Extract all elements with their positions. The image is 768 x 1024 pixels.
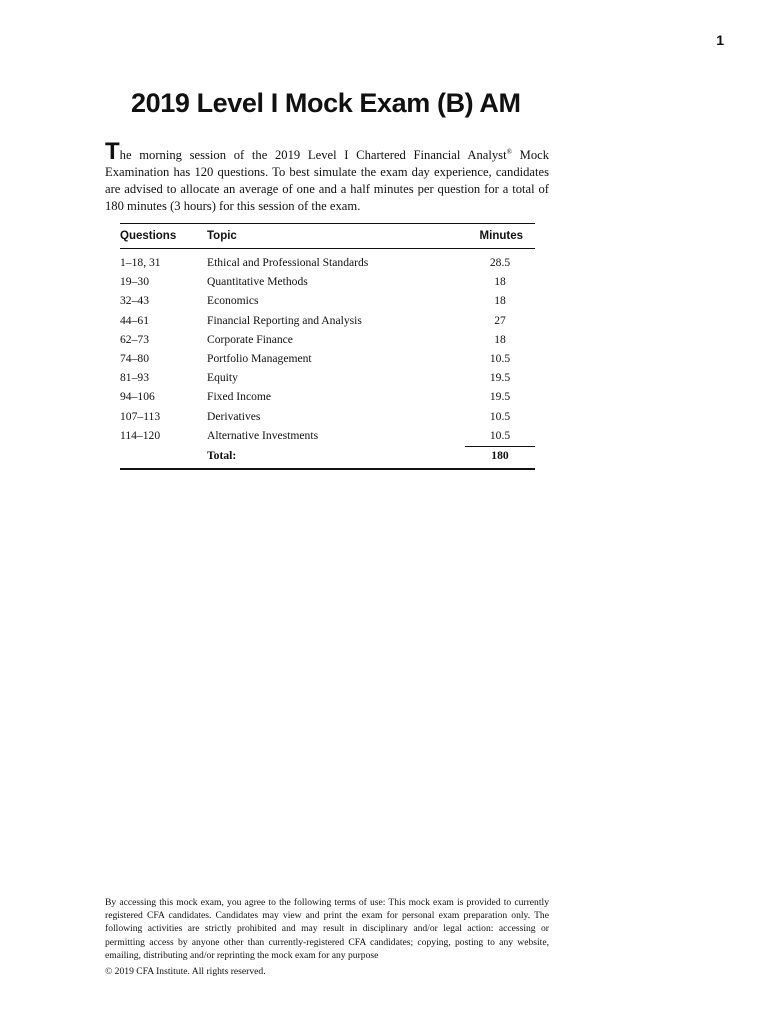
minutes-cell: 18 bbox=[494, 332, 506, 346]
topic-cell: Fixed Income bbox=[207, 390, 272, 404]
question-range-cell: 62–73 bbox=[120, 332, 149, 346]
topic-cell: Portfolio Management bbox=[207, 352, 312, 366]
page-title: 2019 Level I Mock Exam (B) AM bbox=[131, 88, 521, 118]
intro-text-end: Mock Examination has 120 questions. To best simulate the exam day experience, candidates are advised to allocate an average of one and a half minutes per question for a total of 180 minutes (3 hours) for this session of the exam. bbox=[105, 148, 550, 213]
topic-cell: Ethical and Professional Standards bbox=[207, 256, 369, 270]
question-range-cell: 81–93 bbox=[120, 371, 149, 385]
header-questions: Questions bbox=[120, 230, 177, 242]
question-range-cell: 94–106 bbox=[120, 390, 155, 404]
table-row bbox=[120, 407, 535, 426]
topic-cell: Alternative Investments bbox=[207, 428, 319, 442]
question-range-cell: 1–18, 31 bbox=[120, 256, 161, 270]
minutes-cell: 28.5 bbox=[489, 256, 511, 270]
registered-mark: ® bbox=[506, 147, 512, 156]
question-range-cell: 32–43 bbox=[120, 294, 149, 308]
drop-cap: T bbox=[105, 138, 120, 165]
topic-cell: Equity bbox=[207, 371, 238, 385]
minutes-cell: 10.5 bbox=[489, 352, 511, 366]
table-row bbox=[120, 311, 535, 330]
total-value: 180 bbox=[465, 446, 535, 462]
question-range-cell: 74–80 bbox=[120, 352, 149, 366]
total-label: Total: bbox=[207, 449, 237, 463]
table-total-row bbox=[120, 445, 535, 464]
topic-cell: Financial Reporting and Analysis bbox=[207, 313, 362, 327]
table-row bbox=[120, 349, 535, 368]
question-range-cell: 44–61 bbox=[120, 313, 149, 327]
page-number: 1 bbox=[716, 32, 724, 48]
topic-cell: Economics bbox=[207, 294, 259, 308]
minutes-cell: 10.5 bbox=[489, 409, 511, 423]
minutes-cell: 18 bbox=[494, 294, 506, 308]
minutes-cell: 19.5 bbox=[489, 390, 511, 404]
table-bottom-rule bbox=[120, 468, 535, 470]
question-range-cell: 114–120 bbox=[120, 428, 161, 442]
question-range-cell: 107–113 bbox=[120, 409, 161, 423]
table-row bbox=[120, 272, 535, 291]
table-row bbox=[120, 426, 535, 445]
minutes-cell: 27 bbox=[494, 313, 506, 327]
table-row bbox=[120, 291, 535, 310]
intro-paragraph bbox=[105, 138, 550, 215]
copyright: © 2019 CFA Institute. All rights reserved. bbox=[105, 966, 266, 977]
exam-schedule-table bbox=[120, 223, 535, 470]
header-topic: Topic bbox=[207, 230, 237, 242]
header-minutes: Minutes bbox=[479, 230, 523, 242]
table-body bbox=[120, 253, 535, 445]
table-row bbox=[120, 368, 535, 387]
topic-cell: Quantitative Methods bbox=[207, 275, 308, 289]
minutes-cell: 10.5 bbox=[489, 428, 511, 442]
table-header-row bbox=[120, 224, 535, 248]
table-row bbox=[120, 253, 535, 272]
table-row bbox=[120, 387, 535, 406]
intro-text-start: he morning session of the 2019 Level I Chartered Financial Analyst bbox=[119, 148, 507, 162]
table-row bbox=[120, 330, 535, 349]
terms-of-use: By accessing this mock exam, you agree to the following terms of use: This mock exam is provided to currently registered CFA candidates. Candidates may view and print the exam for personal exam preparation only. The following activities are strictly prohibited and may result in disciplinary and/or legal action: accessing or permitting access by anyone other than currently-registered CFA candidates; copying, posting to any website, emailing, distributing and/or reprinting the mock exam for any purpose bbox=[105, 897, 549, 961]
topic-cell: Derivatives bbox=[207, 409, 261, 423]
minutes-cell: 18 bbox=[494, 275, 506, 289]
topic-cell: Corporate Finance bbox=[207, 332, 293, 346]
minutes-cell: 19.5 bbox=[489, 371, 511, 385]
question-range-cell: 19–30 bbox=[120, 275, 149, 289]
